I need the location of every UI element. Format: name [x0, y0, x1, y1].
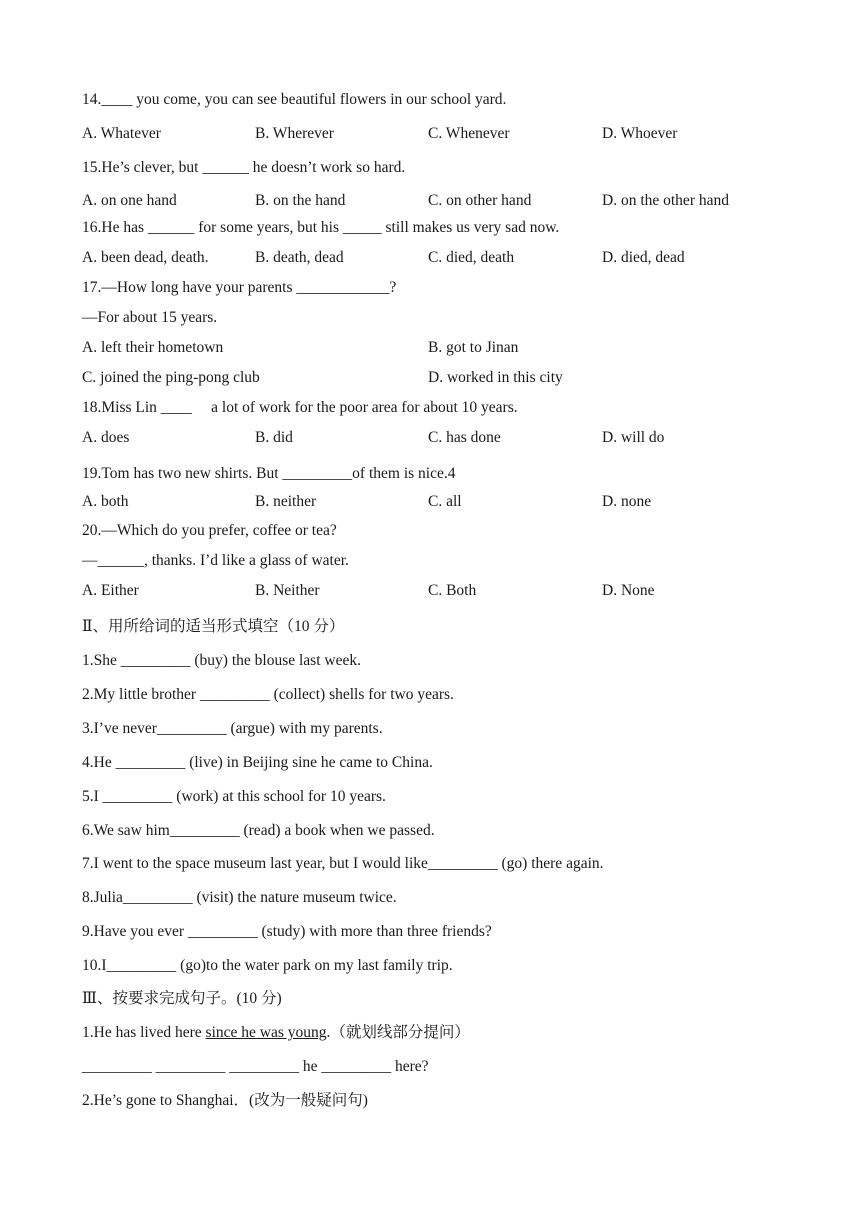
section-2-item: 8.Julia_________ (visit) the nature museum twice. — [82, 889, 397, 906]
question-20-stem: 20.—Which do you prefer, coffee or tea? — [82, 522, 337, 539]
section-2-item: 5.I _________ (work) at this school for 10 years. — [82, 788, 386, 805]
question-16-option-a: A. been dead, death. — [82, 249, 209, 266]
question-17-option-c: C. joined the ping-pong club — [82, 369, 260, 386]
question-15-stem: 15.He’s clever, but ______ he doesn’t work so hard. — [82, 159, 406, 176]
question-18-option-b: B. did — [255, 429, 293, 446]
item-1-prefix: 1.He has lived here — [82, 1024, 206, 1041]
question-20-option-d: D. None — [602, 582, 655, 599]
section-2-item: 2.My little brother _________ (collect) shells for two years. — [82, 686, 454, 703]
section-3-heading: Ⅲ、按要求完成句子。(10 分) — [82, 990, 282, 1007]
question-17-option-a: A. left their hometown — [82, 339, 224, 356]
question-14-stem: 14.____ you come, you can see beautiful flowers in our school yard. — [82, 91, 507, 108]
question-16-option-c: C. died, death — [428, 249, 515, 266]
item-1-suffix: .（就划线部分提问） — [326, 1024, 470, 1041]
section-2-item: 10.I_________ (go)to the water park on my last family trip. — [82, 957, 453, 974]
question-14-option-c: C. Whenever — [428, 125, 510, 142]
question-16-option-b: B. death, dead — [255, 249, 344, 266]
section-2-item: 3.I’ve never_________ (argue) with my parents. — [82, 720, 383, 737]
question-16-stem: 16.He has ______ for some years, but his _____ still makes us very sad now. — [82, 219, 560, 236]
section-3-item-1-answer: _________ _________ _________ he _________ here? — [82, 1058, 429, 1075]
question-14-option-a: A. Whatever — [82, 125, 161, 142]
question-18-option-d: D. will do — [602, 429, 665, 446]
question-17-reply: —For about 15 years. — [82, 309, 218, 326]
section-3-item-2: 2.He’s gone to Shanghai．(改为一般疑问句) — [82, 1092, 368, 1109]
question-19-option-d: D. none — [602, 493, 652, 510]
question-19-stem: 19.Tom has two new shirts. But _________of them is nice.4 — [82, 465, 456, 482]
item-1-underlined-phrase: since he was young — [205, 1024, 327, 1041]
question-17-option-d: D. worked in this city — [428, 369, 563, 386]
section-2-item: 7.I went to the space museum last year, but I would like_________ (go) there again. — [82, 855, 604, 872]
section-2-item: 4.He _________ (live) in Beijing sine he came to China. — [82, 754, 433, 771]
section-2-heading: Ⅱ、用所给词的适当形式填空（10 分） — [82, 618, 345, 635]
question-18-option-a: A. does — [82, 429, 130, 446]
question-14-option-d: D. Whoever — [602, 125, 678, 142]
question-19-option-a: A. both — [82, 493, 129, 510]
question-15-option-c: C. on other hand — [428, 192, 532, 209]
question-15-option-b: B. on the hand — [255, 192, 346, 209]
question-15-option-a: A. on one hand — [82, 192, 177, 209]
section-2-item: 6.We saw him_________ (read) a book when we passed. — [82, 822, 435, 839]
question-19-option-c: C. all — [428, 493, 462, 510]
question-20-option-c: C. Both — [428, 582, 477, 599]
question-19-option-b: B. neither — [255, 493, 317, 510]
question-20-reply: —______, thanks. I’d like a glass of water. — [82, 552, 349, 569]
section-2-item: 1.She _________ (buy) the blouse last week. — [82, 652, 361, 669]
question-20-option-a: A. Either — [82, 582, 139, 599]
question-15-option-d: D. on the other hand — [602, 192, 729, 209]
question-18-option-c: C. has done — [428, 429, 501, 446]
question-17-stem: 17.—How long have your parents ____________? — [82, 279, 397, 296]
section-3-item-1 — [82, 1023, 470, 1043]
question-14-option-b: B. Wherever — [255, 125, 334, 142]
question-17-option-b: B. got to Jinan — [428, 339, 519, 356]
section-2-item: 9.Have you ever _________ (study) with more than three friends? — [82, 923, 492, 940]
question-16-option-d: D. died, dead — [602, 249, 685, 266]
question-18-stem: 18.Miss Lin ____ a lot of work for the poor area for about 10 years. — [82, 399, 518, 416]
question-20-option-b: B. Neither — [255, 582, 320, 599]
